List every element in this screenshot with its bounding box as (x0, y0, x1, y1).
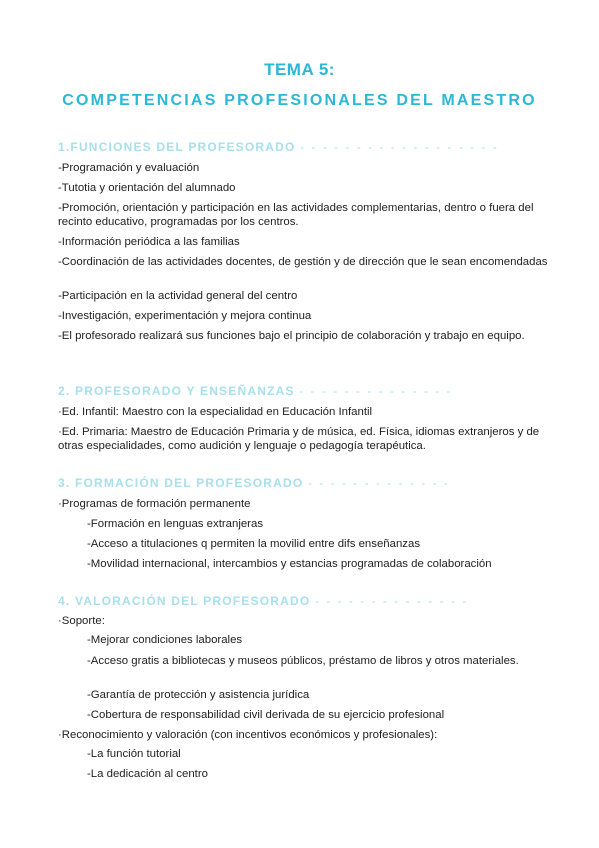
list-item: ·Soporte: (58, 615, 105, 627)
section-heading-dashes: - - - - - - - - - - - - - (307, 476, 450, 490)
list-item: ·Programas de formación permanente (58, 498, 251, 510)
list-item: -Coordinación de las actividades docentes, de gestión y de dirección que le sean encomendadas (58, 256, 548, 268)
section-heading-funciones (58, 140, 499, 154)
page-title: TEMA 5: (264, 60, 335, 79)
list-item: -Movilidad internacional, intercambios y estancias programadas de colaboración (87, 558, 492, 570)
list-item: ·Ed. Primaria: Maestro de Educación Primaria y de música, ed. Física, idiomas extranjeros y de otras especialidades, como audición y lenguaje o pedagogía terapéutica. (58, 426, 540, 452)
list-item: -Cobertura de responsabilidad civil derivada de su ejercicio profesional (87, 709, 445, 721)
section-heading-text: 4. VALORACIÓN DEL PROFESORADO (58, 594, 311, 608)
section-heading-profesorado-ensenanzas (58, 384, 453, 398)
list-item: -Formación en lenguas extranjeras (87, 518, 264, 530)
page-subtitle: COMPETENCIAS PROFESIONALES DEL MAESTRO (62, 92, 537, 109)
list-item: -La dedicación al centro (87, 768, 208, 780)
list-item: -El profesorado realizará sus funciones bajo el principio de colaboración y trabajo en equipo. (58, 330, 525, 342)
list-item: -Garantía de protección y asistencia jurídica (87, 689, 310, 701)
section-heading-dashes: - - - - - - - - - - - - - - - - - - (300, 140, 499, 154)
list-item: -Promoción, orientación y participación en las actividades complementarias, dentro o fuera del recinto educativo, programadas por los centros. (58, 202, 534, 228)
section-heading-dashes: - - - - - - - - - - - - - - (299, 384, 453, 398)
list-item: -Programación y evaluación (58, 162, 200, 174)
section-heading-valoracion (58, 594, 468, 608)
section-heading-formacion (58, 476, 450, 490)
list-item: -Participación en la actividad general del centro (58, 290, 298, 302)
list-item: ·Ed. Infantil: Maestro con la especialidad en Educación Infantil (58, 406, 373, 418)
list-item: -Mejorar condiciones laborales (87, 634, 243, 646)
list-item: -Información periódica a las familias (58, 236, 240, 248)
list-item: -Acceso a titulaciones q permiten la movilid entre difs enseñanzas (87, 538, 421, 550)
list-item: -Acceso gratis a bibliotecas y museos públicos, préstamo de libros y otros materiales. (87, 655, 519, 667)
section-heading-text: 1.FUNCIONES DEL PROFESORADO (58, 140, 296, 154)
section-heading-text: 2. PROFESORADO Y ENSEÑANZAS (58, 384, 295, 398)
list-item: -La función tutorial (87, 748, 181, 760)
section-heading-text: 3. FORMACIÓN DEL PROFESORADO (58, 476, 304, 490)
list-item: ·Reconocimiento y valoración (con incentivos económicos y profesionales): (58, 729, 438, 741)
list-item: -Investigación, experimentación y mejora continua (58, 310, 312, 322)
section-heading-dashes: - - - - - - - - - - - - - - (314, 594, 469, 608)
list-item: -Tutotia y orientación del alumnado (58, 182, 236, 194)
